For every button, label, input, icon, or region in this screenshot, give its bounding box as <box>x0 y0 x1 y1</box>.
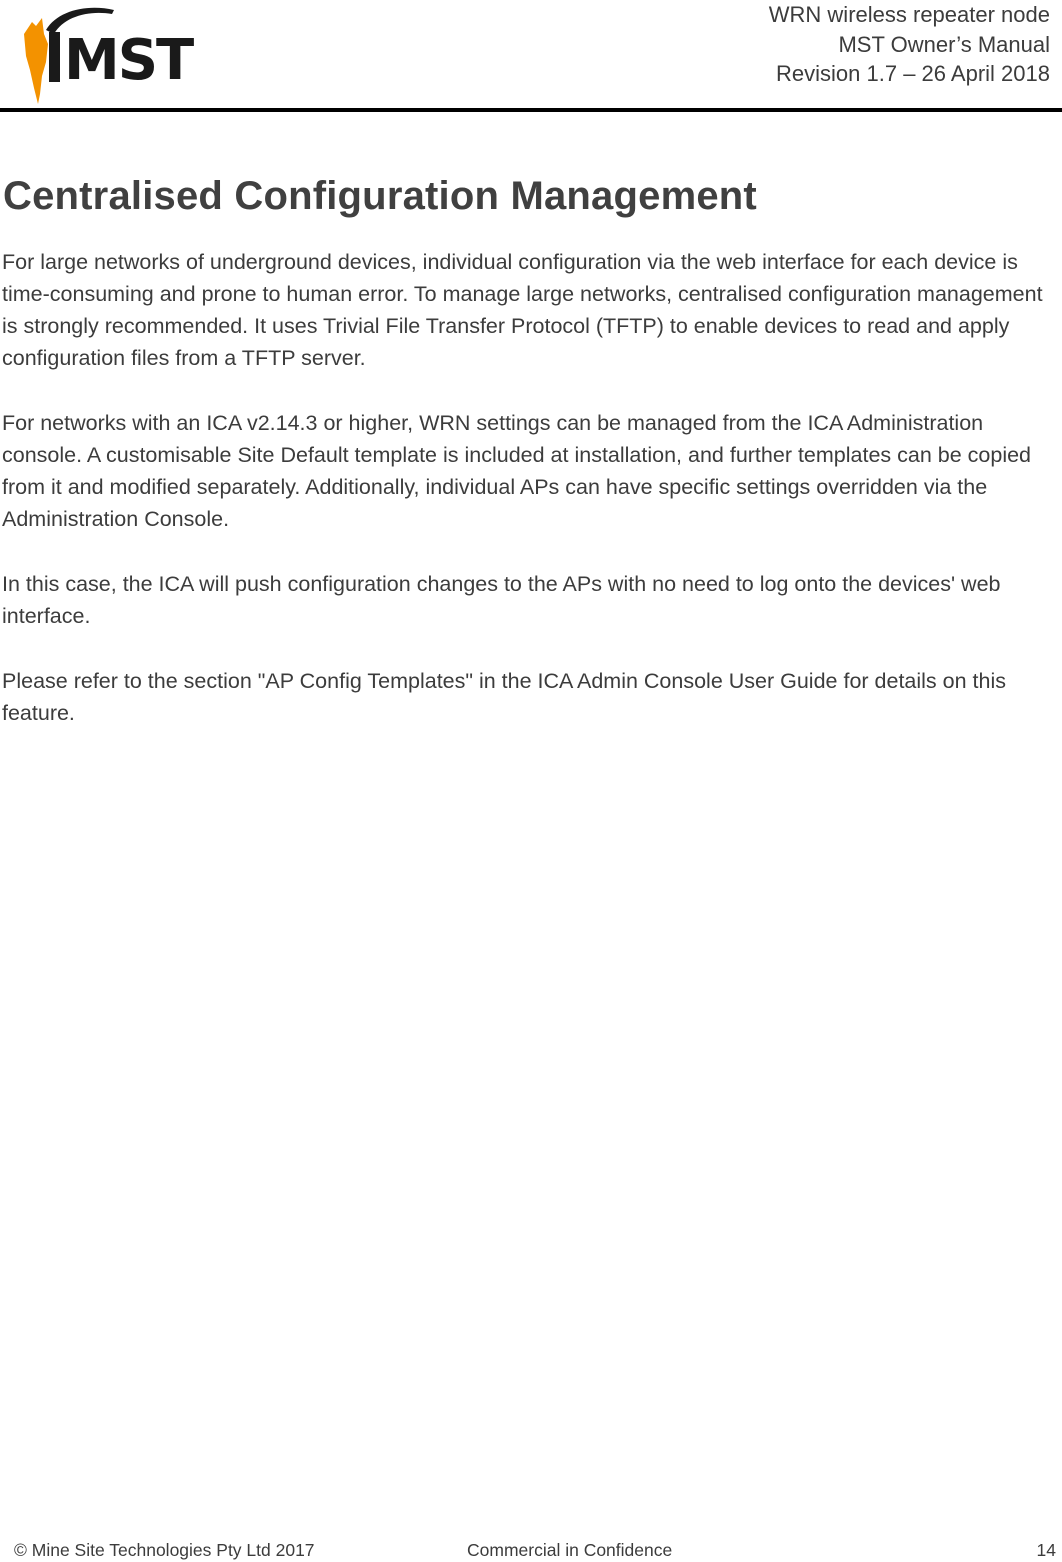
footer-confidentiality: Commercial in Confidence <box>467 1540 673 1560</box>
footer-page-number: 14 <box>1036 1540 1056 1560</box>
header-divider <box>0 108 1062 112</box>
mst-logo <box>18 4 234 106</box>
footer-copyright: © Mine Site Technologies Pty Ltd 2017 <box>14 1540 315 1560</box>
manual-name: MST Owner’s Manual <box>838 31 1050 57</box>
paragraph-4: Please refer to the section "AP Config Templates" in the ICA Admin Console User Guide for details on this feature. <box>2 669 1007 725</box>
document-meta <box>769 0 1050 89</box>
paragraph-2: For networks with an ICA v2.14.3 or higher, WRN settings can be managed from the ICA Administration console. A customisable Site Default template is included at installation, and further templates can be copied from it and modified separately. Additionally, individual APs can have specific settings overridden via the Administration Console. <box>2 411 1032 531</box>
logo-text: MST <box>64 28 193 93</box>
page-header <box>0 0 1062 112</box>
section-body <box>2 246 1060 762</box>
page-title: Centralised Configuration Management <box>3 174 757 218</box>
revision-info: Revision 1.7 – 26 April 2018 <box>776 61 1050 86</box>
paragraph-3: In this case, the ICA will push configuration changes to the APs with no need to log onto the devices' web interface. <box>2 572 1001 628</box>
mst-logo-icon <box>18 4 234 106</box>
paragraph-1: For large networks of underground devices, individual configuration via the web interface for each device is time-consuming and prone to human error. To manage large networks, centralised configuration management is strongly recommended. It uses Trivial File Transfer Protocol (TFTP) to enable devices to read and apply configuration files from a TFTP server. <box>2 250 1043 370</box>
page-footer <box>0 1540 1062 1562</box>
product-name: WRN wireless repeater node <box>768 2 1050 27</box>
